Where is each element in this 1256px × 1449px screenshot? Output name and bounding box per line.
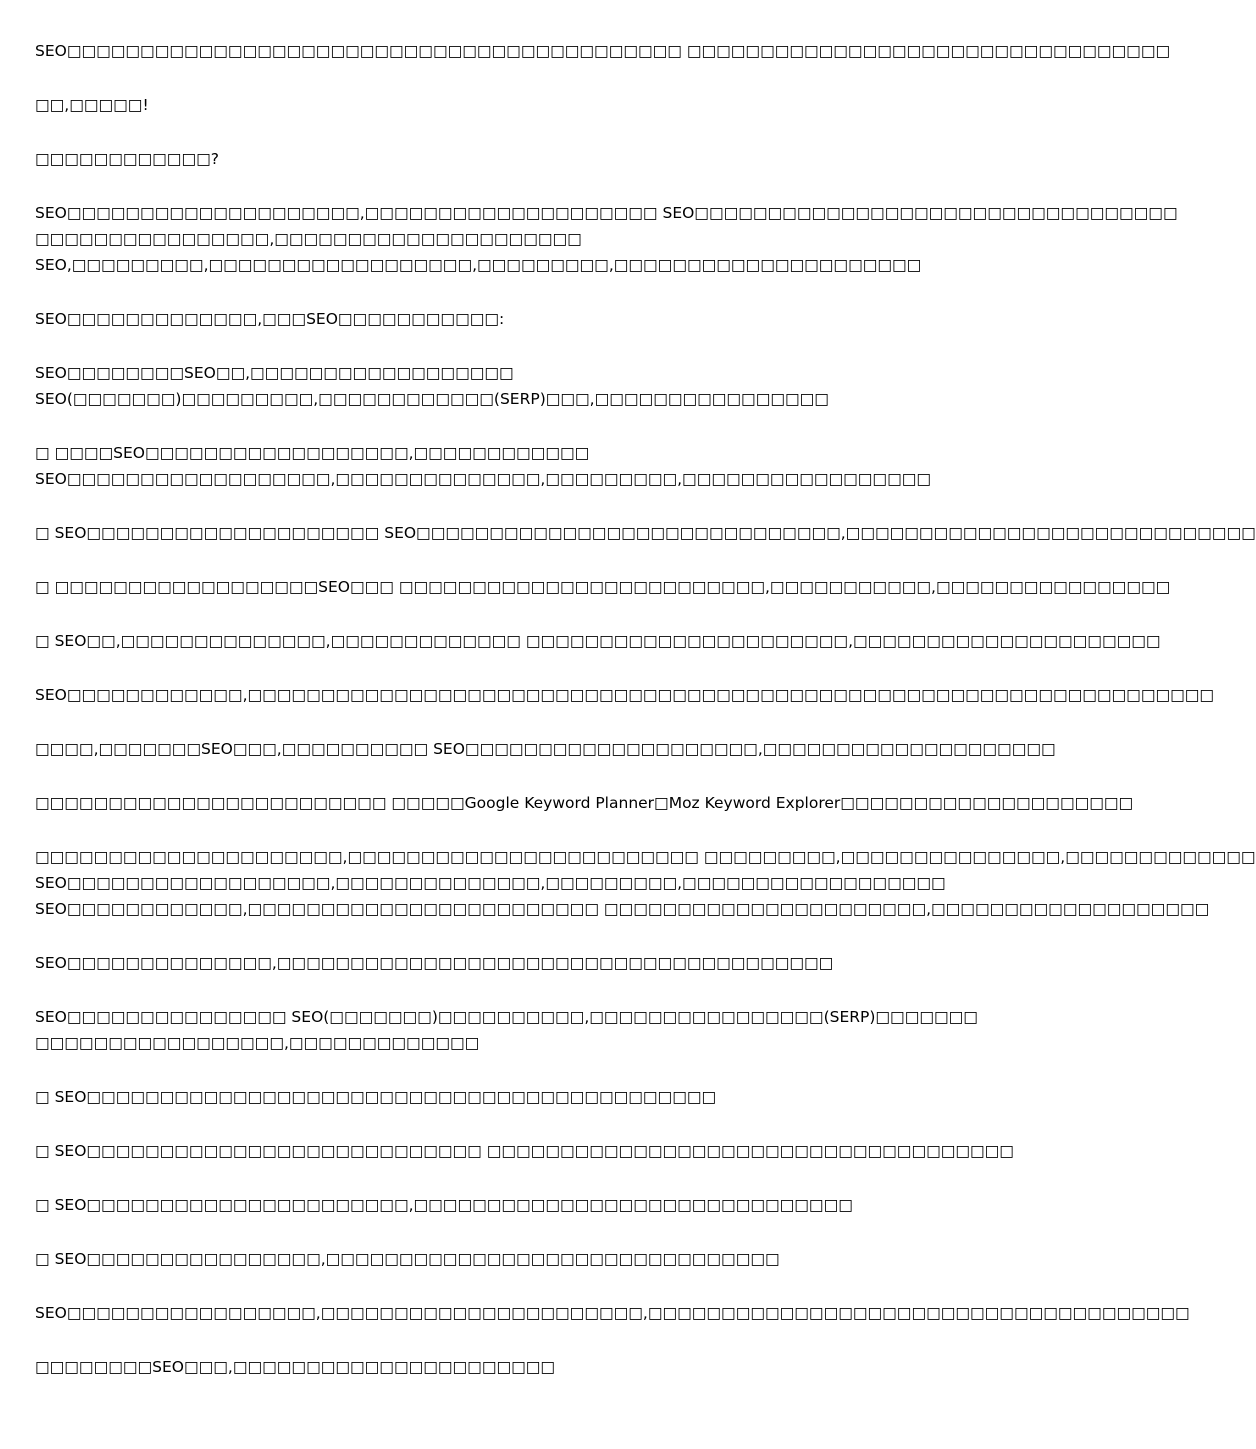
text-line: SEO□□□□□□□□SEO□□,□□□□□□□□□□□□□□□□□□ — [35, 364, 514, 382]
text-line: □□□□□□□□□□□□□□□□,□□□□□□□□□□□□□□□□□□□□□ — [35, 230, 582, 248]
text-line: SEO,□□□□□□□□□,□□□□□□□□□□□□□□□□□□,□□□□□□□□□,□□□□□□□□□□□□□□□□□□□□□ — [35, 256, 922, 274]
text-line: SEO□□□□□□□□□□□□□□□□□,□□□□□□□□□□□□□□□□□□□□□□,□□□□□□□□□□□□□□□□□□□□□□□□□□□□□□□□□□□□□ — [35, 1304, 1190, 1322]
text-line: SEO□□□□□□□□□□□□□,□□□SEO□□□□□□□□□□□: — [35, 310, 505, 328]
paragraph — [35, 790, 1134, 816]
paragraph — [35, 628, 1161, 654]
text-line: □□□□□□□□□□□□□□□□□□□□□,□□□□□□□□□□□□□□□□□□□□□□□□ □□□□□□□□□,□□□□□□□□□□□□□□□,□□□□□□□□□□□□□ — [35, 848, 1256, 866]
text-line: □□□□□□□□□□□□□□□□□□□□□□□□ □□□□□Google Keyword Planner□Moz Keyword Explorer□□□□□□□□□□□□□□□□□□□□ — [35, 794, 1134, 812]
paragraph — [35, 574, 1171, 600]
paragraph — [35, 736, 1056, 762]
paragraph — [35, 200, 1178, 278]
text-line: □ SEO□□□□□□□□□□□□□□□□□□□□□□□□□□□□□□□□□□□□□□□□□□□ — [35, 1088, 717, 1106]
paragraph — [35, 1084, 964, 1110]
text-line: SEO□□□□□□□□□□□□,□□□□□□□□□□□□□□□□□□□□□□□□□□□□□□□□□□□□□□□□□□□□□□□□□□□□□□□□□□□□□□□□□□ — [35, 686, 1215, 704]
paragraph — [35, 1192, 964, 1218]
paragraph — [35, 520, 1256, 546]
text-line: SEO□□□□□□□□□□□□,□□□□□□□□□□□□□□□□□□□□□□□□ □□□□□□□□□□□□□□□□□□□□□□,□□□□□□□□□□□□□□□□□□□ — [35, 900, 1210, 918]
text-line: □ □□□□SEO□□□□□□□□□□□□□□□□□□,□□□□□□□□□□□□ — [35, 444, 590, 462]
paragraph — [35, 1354, 964, 1380]
text-line: SEO□□□□□□□□□□□□□□,□□□□□□□□□□□□□□□□□□□□□□□□□□□□□□□□□□□□□□ — [35, 954, 834, 972]
text-line: □□□□,□□□□□□□SEO□□□,□□□□□□□□□□ SEO□□□□□□□□□□□□□□□□□□□□,□□□□□□□□□□□□□□□□□□□□ — [35, 740, 1056, 758]
text-line: SEO□□□□□□□□□□□□□□□□□□,□□□□□□□□□□□□□□,□□□□□□□□□,□□□□□□□□□□□□□□□□□ — [35, 470, 932, 488]
text-line: □□□□□□□□□□□□□□□□□,□□□□□□□□□□□□□ — [35, 1034, 480, 1052]
text-line: SEO□□□□□□□□□□□□□□□□□□□□,□□□□□□□□□□□□□□□□□□□□ SEO□□□□□□□□□□□□□□□□□□□□□□□□□□□□□□□□□ — [35, 204, 1178, 222]
text-line: □ SEO□□□□□□□□□□□□□□□□□□□□□□,□□□□□□□□□□□□□□□□□□□□□□□□□□□□□□ — [35, 1196, 853, 1214]
paragraph — [35, 440, 964, 492]
paragraph — [35, 682, 1215, 708]
text-line: □□□□□□□□SEO□□□,□□□□□□□□□□□□□□□□□□□□□□ — [35, 1358, 556, 1376]
text-line: □ SEO□□□□□□□□□□□□□□□□□□□□□□□□□□□ □□□□□□□□□□□□□□□□□□□□□□□□□□□□□□□□□□□□ — [35, 1142, 1014, 1160]
paragraph — [35, 950, 964, 976]
paragraph — [35, 92, 964, 118]
text-line: SEO□□□□□□□□□□□□□□□□□□□□□□□□□□□□□□□□□□□□□□□□□□ □□□□□□□□□□□□□□□□□□□□□□□□□□□□□□□□□ — [35, 42, 1171, 60]
text-line: □□□□□□□□□□□□? — [35, 150, 219, 168]
text-line: □ □□□□□□□□□□□□□□□□□□SEO□□□ □□□□□□□□□□□□□□□□□□□□□□□□□,□□□□□□□□□□□,□□□□□□□□□□□□□□□□ — [35, 578, 1171, 596]
paragraph — [35, 844, 1256, 922]
text-line: SEO□□□□□□□□□□□□□□□□□□,□□□□□□□□□□□□□□,□□□□□□□□□,□□□□□□□□□□□□□□□□□□ — [35, 874, 946, 892]
text-line: SEO(□□□□□□□)□□□□□□□□□,□□□□□□□□□□□□(SERP)□□□,□□□□□□□□□□□□□□□□ — [35, 390, 829, 408]
text-line: SEO□□□□□□□□□□□□□□□ SEO(□□□□□□□)□□□□□□□□□□,□□□□□□□□□□□□□□□□(SERP)□□□□□□□ — [35, 1008, 978, 1026]
paragraph — [35, 1004, 978, 1056]
paragraph — [35, 1138, 1014, 1164]
paragraph — [35, 306, 964, 332]
paragraph — [35, 38, 1171, 64]
text-line: □□,□□□□□! — [35, 96, 149, 114]
paragraph — [35, 146, 964, 172]
paragraph — [35, 1246, 964, 1272]
text-line: □ SEO□□□□□□□□□□□□□□□□□□□□ SEO□□□□□□□□□□□□□□□□□□□□□□□□□□□□□,□□□□□□□□□□□□□□□□□□□□□□□□□□□□ — [35, 524, 1256, 542]
text-line: □ SEO□□□□□□□□□□□□□□□□,□□□□□□□□□□□□□□□□□□□□□□□□□□□□□□□ — [35, 1250, 780, 1268]
text-line: □ SEO□□,□□□□□□□□□□□□□□,□□□□□□□□□□□□□ □□□□□□□□□□□□□□□□□□□□□□,□□□□□□□□□□□□□□□□□□□□□ — [35, 632, 1161, 650]
paragraph — [35, 360, 964, 412]
paragraph — [35, 1300, 1190, 1326]
